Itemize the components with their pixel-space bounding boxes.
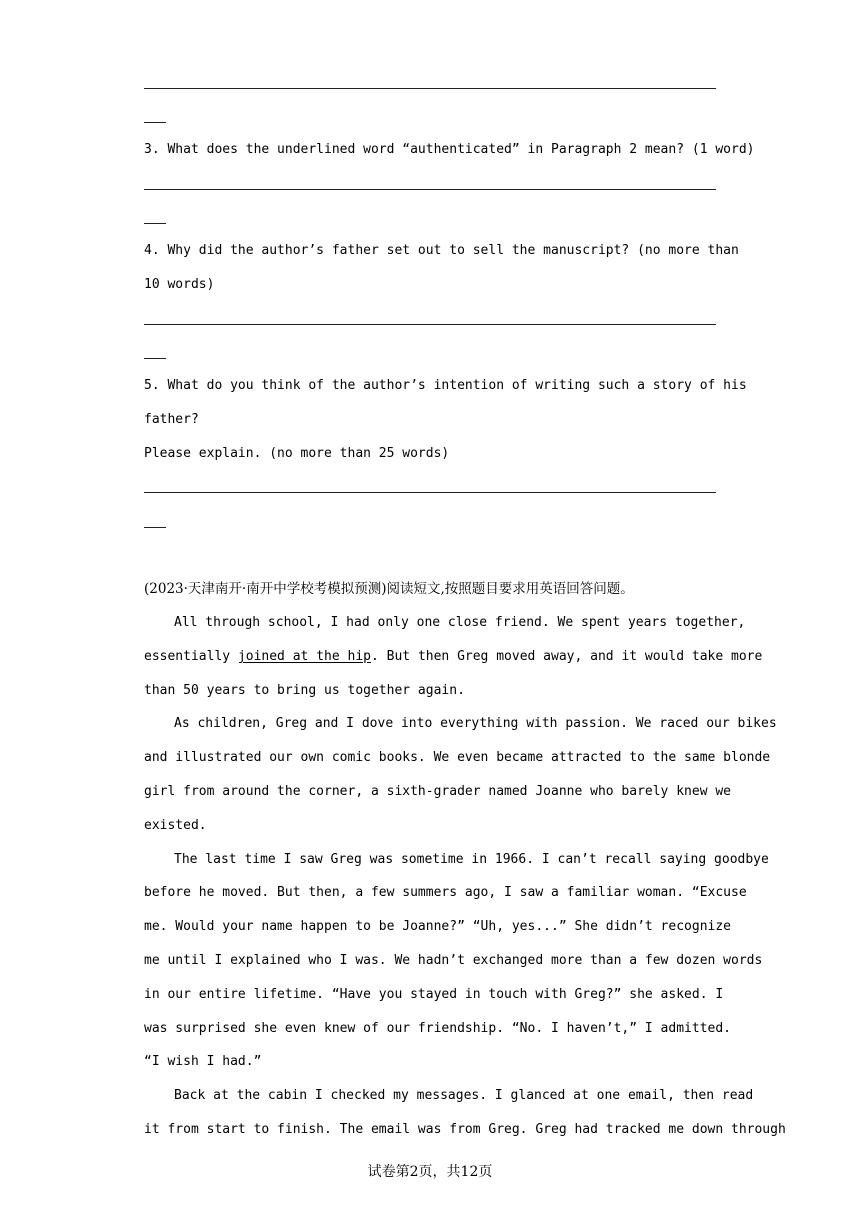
passage-source: (2023·天津南开·南开中学校考模拟预测)阅读短文,按照题目要求用英语回答问题。 xyxy=(144,581,634,597)
answer-line xyxy=(144,189,716,190)
question-5-line-3: Please explain. (no more than 25 words) xyxy=(144,446,450,461)
question-4-line-2: 10 words) xyxy=(144,277,215,292)
passage-line: than 50 years to bring us together again. xyxy=(144,683,465,698)
passage-line: me until I explained who I was. We hadn’t exchanged more than a few dozen words xyxy=(144,953,763,968)
passage-line: was surprised she even knew of our friendship. “No. I haven’t,” I admitted. xyxy=(144,1021,731,1036)
text-segment: . But then Greg moved away, and it would take more xyxy=(370,649,763,664)
passage-line: and illustrated our own comic books. We even became attracted to the same blonde xyxy=(144,750,771,765)
answer-line-stub xyxy=(144,527,166,528)
passage-line: before he moved. But then, a few summers ago, I saw a familiar woman. “Excuse xyxy=(144,885,747,900)
answer-line-stub xyxy=(144,122,166,123)
passage-line: All through school, I had only one close friend. We spent years together, xyxy=(174,615,746,630)
passage-line: in our entire lifetime. “Have you stayed in touch with Greg?” she asked. I xyxy=(144,987,724,1002)
answer-line-stub xyxy=(144,358,166,359)
passage-line: The last time I saw Greg was sometime in 1966. I can’t recall saying goodbye xyxy=(174,852,769,867)
question-4-line-1: 4. Why did the author’s father set out to sell the manuscript? (no more than xyxy=(144,243,739,258)
passage-line: “I wish I had.” xyxy=(144,1054,262,1069)
question-3: 3. What does the underlined word “authenticated” in Paragraph 2 mean? (1 word) xyxy=(144,142,755,157)
question-5-line-1: 5. What do you think of the author’s intention of writing such a story of his xyxy=(144,378,747,393)
text-segment: essentially xyxy=(144,649,238,664)
page-footer: 试卷第2页，共12页 xyxy=(367,1164,493,1180)
passage-line: girl from around the corner, a sixth-grader named Joanne who barely knew we xyxy=(144,784,731,799)
question-5-line-2: father? xyxy=(144,412,199,427)
answer-line xyxy=(144,88,716,89)
passage-line xyxy=(144,648,763,666)
answer-line xyxy=(144,324,716,325)
passage-line: me. Would your name happen to be Joanne?” “Uh, yes...” She didn’t recognize xyxy=(144,919,731,934)
answer-line xyxy=(144,492,716,493)
passage-line: it from start to finish. The email was from Greg. Greg had tracked me down through xyxy=(144,1122,786,1137)
passage-line: existed. xyxy=(144,818,207,833)
passage-line: Back at the cabin I checked my messages. I glanced at one email, then read xyxy=(174,1088,754,1103)
underlined-phrase: joined at the hip xyxy=(237,649,371,664)
answer-line-stub xyxy=(144,223,166,224)
passage-line: As children, Greg and I dove into everything with passion. We raced our bikes xyxy=(174,716,777,731)
